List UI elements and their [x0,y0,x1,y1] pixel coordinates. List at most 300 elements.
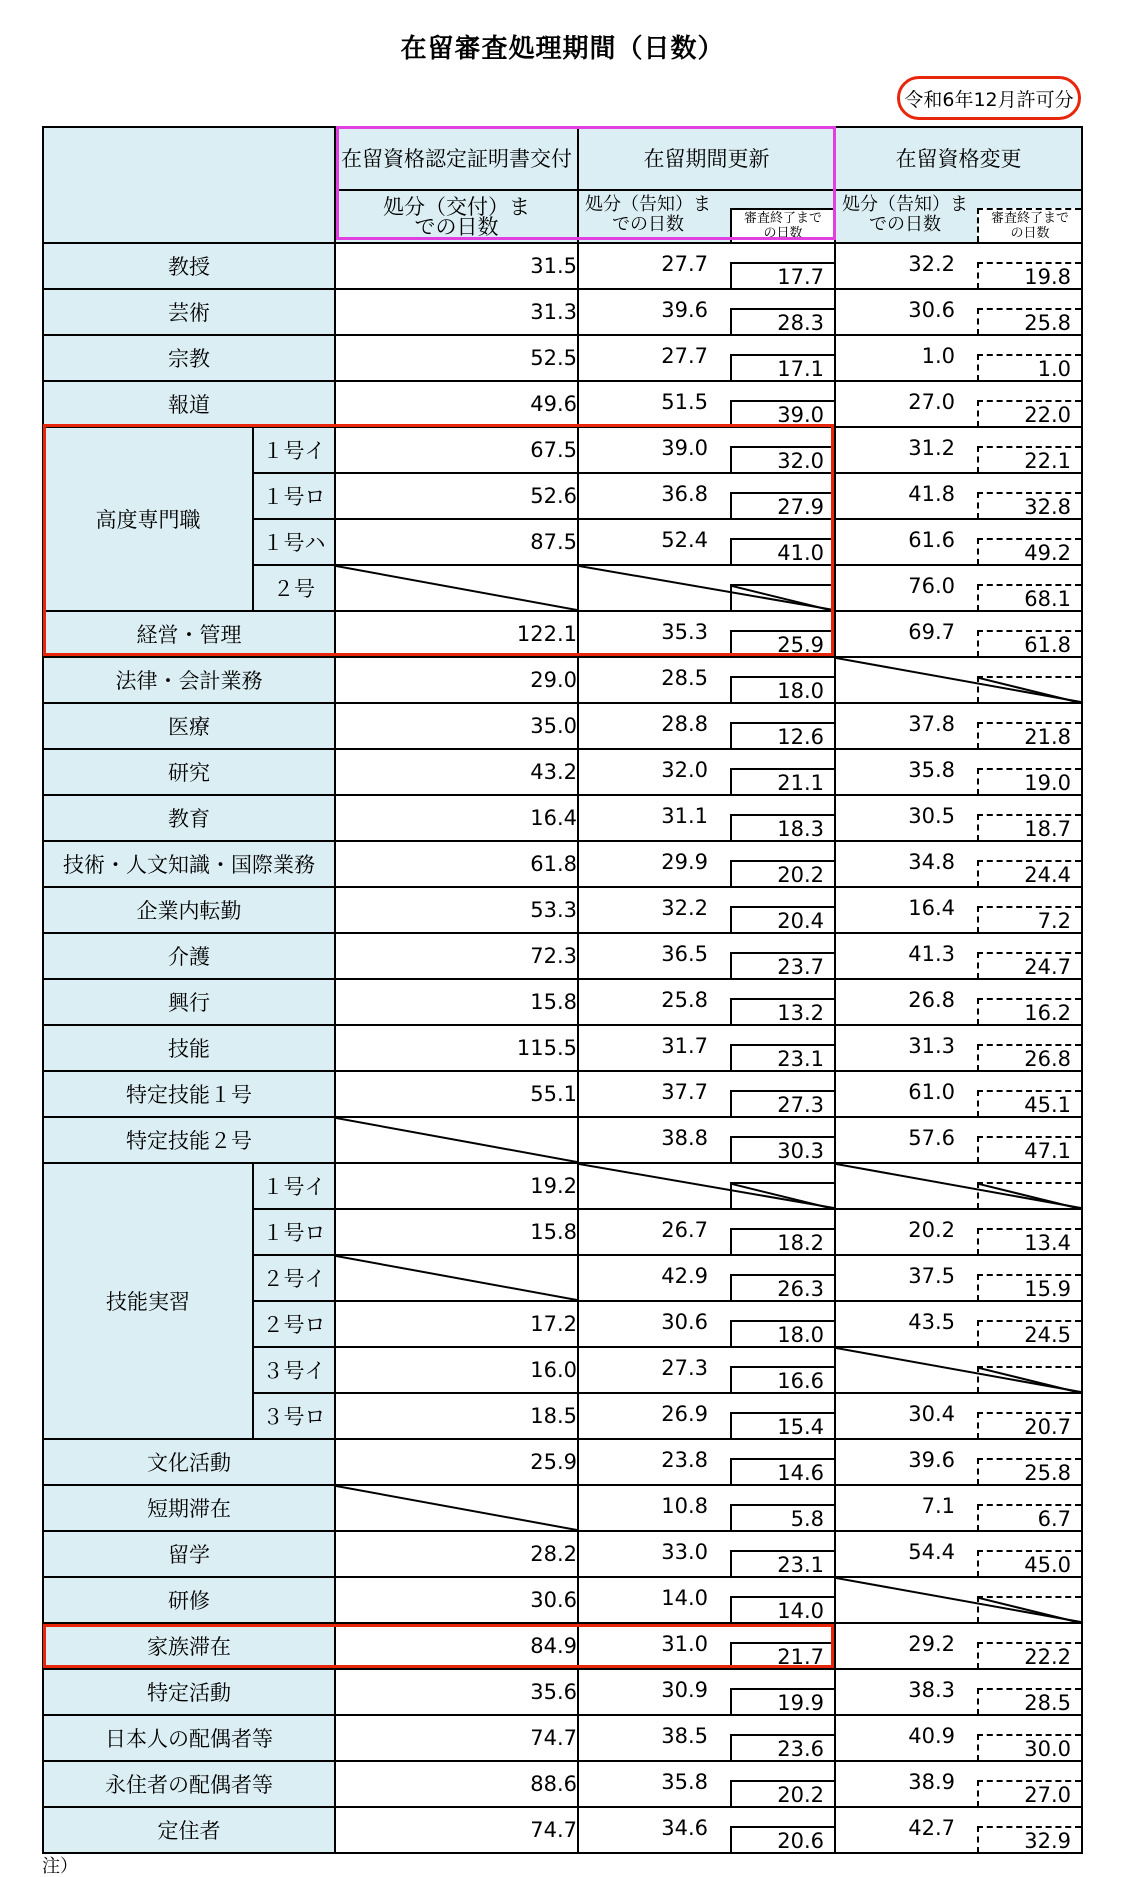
chg-days [835,427,1082,473]
ext-days [578,565,835,611]
ext-end-value: 30.3 [730,1136,834,1163]
cert-days: 72.3 [335,933,578,979]
cert-days: 43.2 [335,749,578,795]
date-badge: 令和6年12月許可分 [897,76,1081,120]
chg-days [835,289,1082,335]
processing-period-table [42,126,1083,1854]
page-title: 在留審査処理期間（日数） [400,34,725,64]
chg-days [835,1807,1082,1853]
table-row [43,795,1082,841]
ext-days [578,933,835,979]
chg-days [835,795,1082,841]
chg-end-value: 18.7 [977,814,1081,841]
chg-end-value: 22.1 [977,446,1081,473]
chg-value: 57.6 [908,1126,955,1150]
row-label: 興行 [43,979,335,1025]
chg-days [835,1669,1082,1715]
chg-value: 41.3 [908,942,955,966]
cert-days: 25.9 [335,1439,578,1485]
row-label: 家族滞在 [43,1623,335,1669]
ext-end-value: 26.3 [730,1274,834,1301]
ext-days [578,1531,835,1577]
chg-days [835,749,1082,795]
cert-days [335,1117,578,1163]
ext-end-value: 25.9 [730,630,834,657]
chg-days [835,1761,1082,1807]
sub-label: １号イ [253,1163,335,1209]
ext-value: 27.3 [661,1356,708,1380]
chg-end-value: 1.0 [977,354,1081,381]
ext-value: 25.8 [661,988,708,1012]
chg-days [835,1393,1082,1439]
ext-value: 38.5 [661,1724,708,1748]
ext-end-value: 15.4 [730,1412,834,1439]
chg-value: 29.2 [908,1632,955,1656]
cert-days: 49.6 [335,381,578,427]
table-row [43,381,1082,427]
ext-end-value: 28.3 [730,308,834,335]
ext-value: 26.7 [661,1218,708,1242]
table-row [43,1623,1082,1669]
table-row [43,1117,1082,1163]
col-header-cert: 在留資格認定証明書交付 [335,127,578,190]
ext-end-value: 23.1 [730,1044,834,1071]
chg-days [835,473,1082,519]
subheader-ext: 処分（告知）までの日数 審査終了までの日数 [578,190,835,243]
ext-days [578,887,835,933]
chg-days [835,703,1082,749]
chg-value: 40.9 [908,1724,955,1748]
chg-end-value: 6.7 [977,1504,1081,1531]
table-row [43,1715,1082,1761]
cert-days: 74.7 [335,1807,578,1853]
chg-days [835,243,1082,289]
chg-value: 69.7 [908,620,955,644]
ext-days [578,1577,835,1623]
table-row [43,1439,1082,1485]
chg-value: 7.1 [921,1494,955,1518]
chg-days [835,1715,1082,1761]
ext-end-value: 17.1 [730,354,834,381]
ext-days [578,1623,835,1669]
ext-days [578,289,835,335]
cert-days [335,565,578,611]
ext-value: 30.9 [661,1678,708,1702]
cert-days: 19.2 [335,1163,578,1209]
chg-end-value: 32.9 [977,1826,1081,1853]
ext-days [578,657,835,703]
chg-value: 76.0 [908,574,955,598]
row-label: 技能 [43,1025,335,1071]
chg-days [835,1439,1082,1485]
sub-label: ２号 [253,565,335,611]
cert-days: 52.6 [335,473,578,519]
ext-end-value: 16.6 [730,1366,834,1393]
cert-days: 61.8 [335,841,578,887]
sub-label: １号イ [253,427,335,473]
ext-value: 14.0 [661,1586,708,1610]
cert-days: 122.1 [335,611,578,657]
sub-label: １号ハ [253,519,335,565]
chg-value: 27.0 [908,390,955,414]
chg-end-value: 21.8 [977,722,1081,749]
ext-value: 28.8 [661,712,708,736]
cert-days: 18.5 [335,1393,578,1439]
ext-value: 31.0 [661,1632,708,1656]
ext-days [578,1117,835,1163]
chg-end-value: 19.8 [977,262,1081,289]
ext-value: 27.7 [661,252,708,276]
col-header-ext: 在留期間更新 [578,127,835,190]
ext-end-value: 19.9 [730,1688,834,1715]
row-label: 特定技能１号 [43,1071,335,1117]
chg-value: 38.9 [908,1770,955,1794]
group-label: 高度専門職 [43,427,253,611]
ext-end-value: 5.8 [730,1504,834,1531]
cert-days: 53.3 [335,887,578,933]
chg-end-value: 24.4 [977,860,1081,887]
ext-days [578,1761,835,1807]
table-row [43,1669,1082,1715]
chg-days [835,1071,1082,1117]
chg-end-value: 22.2 [977,1642,1081,1669]
ext-days [578,243,835,289]
chg-days [835,1347,1082,1393]
chg-days [835,611,1082,657]
chg-end-value: 13.4 [977,1228,1081,1255]
chg-value: 61.6 [908,528,955,552]
ext-days [578,749,835,795]
ext-end-value: 21.7 [730,1642,834,1669]
subheader-cert: 処分（交付）までの日数 [335,190,578,243]
ext-end-value: 27.9 [730,492,834,519]
chg-days [835,657,1082,703]
corner-header [43,127,335,243]
row-label: 芸術 [43,289,335,335]
cert-days: 52.5 [335,335,578,381]
cert-days: 30.6 [335,1577,578,1623]
ext-value: 39.6 [661,298,708,322]
cert-days: 16.4 [335,795,578,841]
cert-days: 84.9 [335,1623,578,1669]
ext-value: 34.6 [661,1816,708,1840]
footnote: 注） [42,1856,78,1877]
chg-days [835,519,1082,565]
ext-value: 27.7 [661,344,708,368]
subheader-chg: 処分（告知）までの日数 審査終了までの日数 [835,190,1082,243]
row-label: 定住者 [43,1807,335,1853]
table-row [43,1577,1082,1623]
cert-days: 55.1 [335,1071,578,1117]
table-row [43,1025,1082,1071]
chg-value: 61.0 [908,1080,955,1104]
ext-end-value: 20.6 [730,1826,834,1853]
chg-value: 34.8 [908,850,955,874]
sub-label: １号ロ [253,1209,335,1255]
cert-days: 35.6 [335,1669,578,1715]
row-label: 企業内転勤 [43,887,335,933]
ext-end-value: 18.2 [730,1228,834,1255]
ext-end-value: 14.6 [730,1458,834,1485]
table-row [43,1761,1082,1807]
ext-end-value: 41.0 [730,538,834,565]
ext-days [578,611,835,657]
table-row [43,427,1082,473]
ext-days [578,519,835,565]
row-label: 研修 [43,1577,335,1623]
cert-days: 15.8 [335,979,578,1025]
row-label: 宗教 [43,335,335,381]
ext-days [578,1393,835,1439]
group-label: 技能実習 [43,1163,253,1439]
ext-value: 30.6 [661,1310,708,1334]
ext-days [578,335,835,381]
row-label: 報道 [43,381,335,427]
cert-days: 67.5 [335,427,578,473]
ext-end-value: 18.3 [730,814,834,841]
chg-value: 35.8 [908,758,955,782]
ext-value: 28.5 [661,666,708,690]
ext-end-value: 23.7 [730,952,834,979]
row-label: 留学 [43,1531,335,1577]
ext-end-value: 12.6 [730,722,834,749]
ext-value: 32.0 [661,758,708,782]
chg-end-value: 61.8 [977,630,1081,657]
sub-label: ３号ロ [253,1393,335,1439]
chg-end-value: 68.1 [977,584,1081,611]
chg-value: 37.5 [908,1264,955,1288]
chg-days [835,1117,1082,1163]
chg-days [835,1623,1082,1669]
chg-days [835,1531,1082,1577]
ext-value: 38.8 [661,1126,708,1150]
chg-end-value: 49.2 [977,538,1081,565]
ext-value: 23.8 [661,1448,708,1472]
ext-value: 36.5 [661,942,708,966]
ext-value: 31.1 [661,804,708,828]
ext-days [578,1669,835,1715]
chg-days [835,1255,1082,1301]
cert-days: 31.5 [335,243,578,289]
table-row [43,335,1082,381]
table-row [43,703,1082,749]
table-row [43,1163,1082,1209]
ext-end-value: 20.2 [730,1780,834,1807]
cert-days: 74.7 [335,1715,578,1761]
ext-days [578,1163,835,1209]
row-label: 教育 [43,795,335,841]
ext-value: 33.0 [661,1540,708,1564]
ext-end-value: 39.0 [730,400,834,427]
row-label: 医療 [43,703,335,749]
ext-days [578,473,835,519]
chg-days [835,1301,1082,1347]
ext-days [578,1485,835,1531]
ext-value: 35.3 [661,620,708,644]
chg-end-value: 45.0 [977,1550,1081,1577]
chg-value: 16.4 [908,896,955,920]
sub-label: ３号イ [253,1347,335,1393]
chg-value: 26.8 [908,988,955,1012]
ext-days [578,1347,835,1393]
chg-days [835,887,1082,933]
chg-days [835,979,1082,1025]
row-label: 文化活動 [43,1439,335,1485]
ext-days [578,427,835,473]
ext-value: 36.8 [661,482,708,506]
ext-end-value: 17.7 [730,262,834,289]
chg-value: 30.4 [908,1402,955,1426]
ext-days [578,703,835,749]
table-row [43,979,1082,1025]
ext-days [578,841,835,887]
chg-value: 42.7 [908,1816,955,1840]
row-label: 日本人の配偶者等 [43,1715,335,1761]
table-row [43,657,1082,703]
cert-days: 29.0 [335,657,578,703]
chg-end-value: 27.0 [977,1780,1081,1807]
cert-days: 35.0 [335,703,578,749]
chg-end-value: 28.5 [977,1688,1081,1715]
cert-days [335,1485,578,1531]
table-row [43,1807,1082,1853]
cert-days: 16.0 [335,1347,578,1393]
chg-value: 37.8 [908,712,955,736]
chg-end-value: 20.7 [977,1412,1081,1439]
chg-value: 31.3 [908,1034,955,1058]
ext-value: 32.2 [661,896,708,920]
ext-days [578,1301,835,1347]
col-header-chg: 在留資格変更 [835,127,1082,190]
table-row [43,289,1082,335]
table-row [43,887,1082,933]
chg-value: 39.6 [908,1448,955,1472]
chg-days [835,1025,1082,1071]
chg-days [835,841,1082,887]
chg-days [835,933,1082,979]
chg-end-value: 15.9 [977,1274,1081,1301]
table-row [43,1531,1082,1577]
chg-end-value: 22.0 [977,400,1081,427]
ext-value: 29.9 [661,850,708,874]
ext-value: 52.4 [661,528,708,552]
row-label: 研究 [43,749,335,795]
chg-value: 32.2 [908,252,955,276]
chg-end-value: 47.1 [977,1136,1081,1163]
ext-value: 31.7 [661,1034,708,1058]
ext-end-value: 18.0 [730,1320,834,1347]
row-label: 法律・会計業務 [43,657,335,703]
sub-label: ２号イ [253,1255,335,1301]
row-label: 特定技能２号 [43,1117,335,1163]
ext-days [578,1071,835,1117]
chg-end-value: 24.5 [977,1320,1081,1347]
chg-value: 41.8 [908,482,955,506]
table-row [43,933,1082,979]
chg-days [835,381,1082,427]
ext-value: 51.5 [661,390,708,414]
table-row [43,749,1082,795]
table-row [43,1071,1082,1117]
chg-days [835,335,1082,381]
ext-value: 35.8 [661,1770,708,1794]
ext-days [578,795,835,841]
chg-end-value: 26.8 [977,1044,1081,1071]
chg-end-value: 16.2 [977,998,1081,1025]
chg-value: 30.6 [908,298,955,322]
chg-end-value: 30.0 [977,1734,1081,1761]
ext-end-value: 18.0 [730,676,834,703]
chg-days [835,1577,1082,1623]
chg-end-value: 25.8 [977,1458,1081,1485]
ext-end-value: 27.3 [730,1090,834,1117]
ext-days [578,979,835,1025]
chg-value: 1.0 [921,344,955,368]
row-label: 介護 [43,933,335,979]
table-row [43,841,1082,887]
ext-days [578,1209,835,1255]
ext-end-value: 21.1 [730,768,834,795]
row-label: 経営・管理 [43,611,335,657]
chg-days [835,1209,1082,1255]
ext-days [578,1807,835,1853]
ext-end-value: 23.6 [730,1734,834,1761]
table-row [43,243,1082,289]
chg-end-value: 24.7 [977,952,1081,979]
chg-end-value: 32.8 [977,492,1081,519]
chg-end-value: 19.0 [977,768,1081,795]
ext-value: 26.9 [661,1402,708,1426]
cert-days: 15.8 [335,1209,578,1255]
ext-end-value: 20.2 [730,860,834,887]
ext-end-value: 23.1 [730,1550,834,1577]
table-row [43,611,1082,657]
ext-value: 37.7 [661,1080,708,1104]
row-label: 特定活動 [43,1669,335,1715]
cert-days: 87.5 [335,519,578,565]
chg-value: 30.5 [908,804,955,828]
chg-value: 43.5 [908,1310,955,1334]
chg-days [835,565,1082,611]
chg-value: 38.3 [908,1678,955,1702]
cert-days: 17.2 [335,1301,578,1347]
ext-end-value: 14.0 [730,1596,834,1623]
cert-days [335,1255,578,1301]
cert-days: 115.5 [335,1025,578,1071]
ext-value: 42.9 [661,1264,708,1288]
chg-value: 31.2 [908,436,955,460]
ext-days [578,1025,835,1071]
row-label: 短期滞在 [43,1485,335,1531]
chg-end-value: 7.2 [977,906,1081,933]
ext-end-value: 13.2 [730,998,834,1025]
chg-days [835,1485,1082,1531]
chg-end-value: 25.8 [977,308,1081,335]
chg-value: 20.2 [908,1218,955,1242]
ext-days [578,1255,835,1301]
ext-end-value: 32.0 [730,446,834,473]
row-label: 永住者の配偶者等 [43,1761,335,1807]
cert-days: 88.6 [335,1761,578,1807]
row-label: 教授 [43,243,335,289]
ext-value: 10.8 [661,1494,708,1518]
chg-value: 54.4 [908,1540,955,1564]
row-label: 技術・人文知識・国際業務 [43,841,335,887]
ext-days [578,381,835,427]
sub-label: ２号ロ [253,1301,335,1347]
ext-value: 39.0 [661,436,708,460]
ext-days [578,1439,835,1485]
